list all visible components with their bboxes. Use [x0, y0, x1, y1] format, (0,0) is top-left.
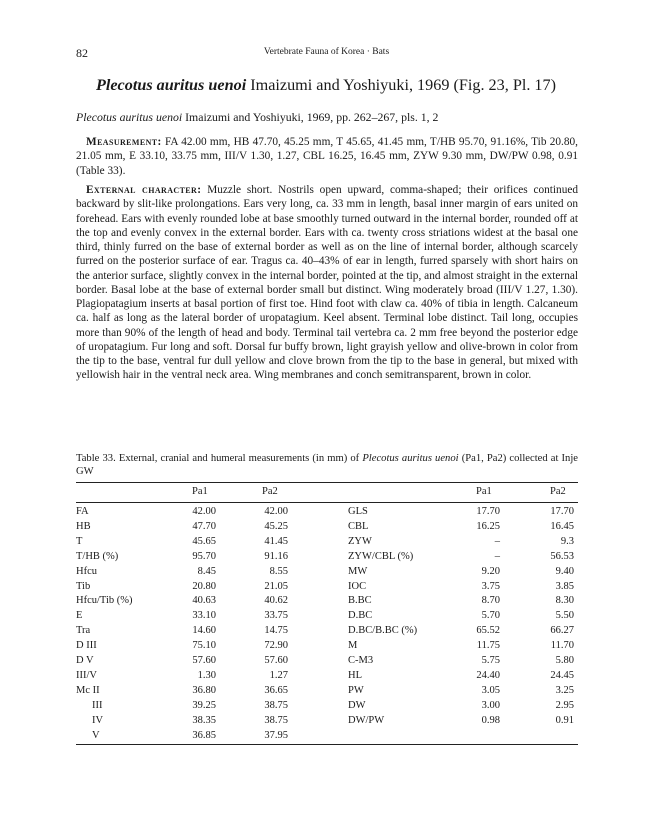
pa1-value: 45.65 — [192, 535, 216, 547]
row-label-right: IOC — [348, 580, 367, 592]
pa2-value: 45.25 — [264, 520, 288, 532]
pa2-value: 40.62 — [264, 595, 288, 607]
pa2-value-right: 16.45 — [550, 520, 574, 532]
pa2-value: 36.65 — [264, 684, 288, 696]
pa1-value-right: 24.40 — [476, 669, 500, 681]
row-label: III/V — [76, 669, 97, 681]
table-row — [76, 714, 578, 728]
row-label-right: MW — [348, 565, 368, 577]
pa2-value-right: 56.53 — [550, 550, 574, 562]
pa1-value-right: – — [494, 535, 500, 547]
row-label: Hfcu/Tib (%) — [76, 595, 133, 607]
pa2-value-right: 24.45 — [550, 669, 574, 681]
table-row — [76, 699, 578, 713]
measurement-paragraph — [76, 135, 578, 178]
table-row — [76, 580, 578, 594]
pa1-value: 95.70 — [192, 550, 216, 562]
row-label: HB — [76, 520, 91, 532]
table-caption: Table 33. External, cranial and humeral measurements (in mm) of Plecotus auritus uenoi (Pa1, Pa2) collected at Inje GW — [76, 453, 578, 478]
pa2-value: 38.75 — [264, 699, 288, 711]
pa1-value: 14.60 — [192, 625, 216, 637]
pa1-value-right: 11.75 — [476, 640, 500, 652]
pa2-value: 41.45 — [264, 535, 288, 547]
pa1-value: 40.63 — [192, 595, 216, 607]
synonym-reference: Imaizumi and Yoshiyuki, 1969, pp. 262–267, pls. 1, 2 — [182, 110, 439, 124]
pa1-value: 57.60 — [192, 655, 216, 666]
pa1-value-right: 5.75 — [481, 655, 500, 666]
pa1-value: 20.80 — [192, 580, 216, 592]
pa1-value: 33.10 — [192, 610, 216, 622]
pa2-value-right: 3.25 — [555, 684, 574, 696]
pa2-value-right: 3.85 — [555, 580, 574, 592]
species-name: Plecotus auritus uenoi — [95, 76, 247, 94]
column-header-pa2: Pa2 — [262, 486, 278, 497]
table-row — [76, 565, 578, 579]
caption-species: Plecotus auritus uenoi — [362, 453, 459, 464]
row-label-right: HL — [348, 669, 362, 681]
running-title: Vertebrate Fauna of Korea · Bats — [263, 47, 390, 57]
row-label: D V — [76, 655, 94, 666]
row-label: T — [76, 535, 83, 547]
column-header-pa1-right: Pa1 — [476, 486, 492, 497]
row-label: Tra — [76, 625, 91, 637]
table-row — [76, 505, 578, 519]
row-label-right: PW — [348, 684, 364, 696]
pa1-value-right: 17.70 — [476, 506, 500, 517]
row-label: E — [76, 610, 83, 622]
pa2-value-right: 9.40 — [555, 565, 574, 577]
row-label-right: D.BC — [348, 610, 373, 622]
table-header-rule — [76, 502, 578, 503]
table-row — [76, 609, 578, 623]
pa1-value-right: 65.52 — [476, 625, 500, 637]
pa1-value: 47.70 — [192, 520, 216, 532]
pa1-value-right: 5.70 — [481, 610, 500, 622]
measurement-label: Measurement: — [86, 136, 162, 148]
pa2-value: 42.00 — [264, 506, 288, 517]
column-header-pa1: Pa1 — [192, 486, 208, 497]
pa2-value-right: 8.30 — [555, 595, 574, 607]
pa2-value-right: 0.91 — [555, 714, 574, 726]
table-top-rule — [76, 482, 578, 483]
row-label-right: DW/PW — [348, 714, 385, 726]
row-label-right: M — [348, 640, 358, 652]
table-row — [76, 550, 578, 564]
table-row — [76, 654, 578, 668]
pa1-value-right: – — [494, 550, 500, 562]
synonym-citation — [76, 110, 438, 125]
external-character-text: Muzzle short. Nostrils open upward, comma-shaped; their orifices continued backward by slit-like prolongations. Ears very long, ca. 33 mm in length, basal inner margin of ears united on forehead. Ears with evenly rounded lobe at base smoothly turned outward in the internal border, rounded off at the top and evenly convex in the external border. Ears with ca. twenty cross striations widest at the basal one third, thinly furred on the base of external border as well as on the line of internal border, although scarcely furred on the posterior surface of ear. Tragus ca. 40–43% of ear in length, furred sparsely with short hairs on the anterior surface, slightly convex in the internal border, pointed at the tip, and almost straight in the external border. Basal lobe at the base of external border small but distinct. Wing moderately broad (III/V 1.27, 1.30). Plagiopatagium inserts at basal portion of first toe. Hind foot with claw ca. 40% of tibia in length. Calcaneum ca. half as long as the lateral border of uropatagium. Keel absent. Terminal lobe distinct. Tail long, occupies more than 90% of the length of head and body. Terminal tail vertebra ca. 2 mm free beyond the posterior edge of uropatagium. Fur long and soft. Dorsal fur buffy brown, light grayish yellow and olive-brown in color from the tip to the base, ventral fur dull yellow and clove brown from the tip to the base in general, but mixed with yellowish hair in the ventral neck area. Wing membranes and conch semitransparent, brown in color. — [76, 184, 579, 382]
pa2-value-right: 5.80 — [555, 655, 574, 666]
pa1-value-right: 3.05 — [481, 684, 500, 696]
table-row — [76, 639, 578, 653]
row-label-right: DW — [348, 699, 366, 711]
pa2-value: 33.75 — [264, 610, 288, 622]
pa2-value-right: 11.70 — [550, 640, 574, 652]
row-label-right: ZYW/CBL (%) — [348, 550, 414, 562]
pa1-value: 42.00 — [192, 506, 216, 517]
pa2-value-right: 17.70 — [550, 506, 574, 517]
external-character-label: External character: — [86, 184, 202, 196]
page-number: 82 — [76, 46, 88, 60]
table-row — [76, 520, 578, 534]
pa1-value: 39.25 — [192, 699, 216, 711]
pa2-value: 14.75 — [264, 625, 288, 637]
pa1-value-right: 3.75 — [481, 580, 500, 592]
table-row — [76, 669, 578, 683]
row-label: T/HB (%) — [76, 550, 119, 562]
pa1-value: 36.85 — [192, 729, 216, 741]
pa2-value: 72.90 — [264, 640, 288, 652]
row-label: D III — [76, 640, 97, 652]
pa2-value: 91.16 — [264, 550, 288, 562]
pa1-value-right: 16.25 — [476, 520, 500, 532]
measurement-text: FA 42.00 mm, HB 47.70, 45.25 mm, T 45.65, 41.45 mm, T/HB 95.70, 91.16%, Tib 20.80, 21.05 mm, E 33.10, 33.75 mm, III/V 1.30, 1.27, CBL 16.25, 16.45 mm, ZYW 9.30 mm, DW/PW 0.98, 0.91 (Table 33). — [76, 136, 578, 177]
row-label: IV — [92, 714, 104, 726]
synonym-name: Plecotus auritus uenoi — [76, 110, 183, 124]
pa2-value: 38.75 — [264, 714, 288, 726]
column-header-pa2-right: Pa2 — [550, 486, 566, 497]
row-label: FA — [76, 506, 89, 517]
table-bottom-rule — [76, 744, 578, 745]
row-label-right: ZYW — [348, 535, 372, 547]
pa1-value: 8.45 — [197, 565, 216, 577]
table-row — [76, 624, 578, 638]
table-row — [76, 729, 578, 743]
pa1-value-right: 3.00 — [481, 699, 500, 711]
pa1-value-right: 9.20 — [481, 565, 500, 577]
pa2-value-right: 9.3 — [560, 535, 574, 547]
table-row — [76, 684, 578, 698]
row-label-right: B.BC — [348, 595, 372, 607]
row-label-right: D.BC/B.BC (%) — [348, 625, 418, 637]
table-row — [76, 594, 578, 608]
page-header — [76, 46, 577, 60]
row-label: Mc II — [76, 684, 100, 696]
pa2-value: 21.05 — [264, 580, 288, 592]
row-label: III — [92, 699, 103, 711]
row-label-right: CBL — [348, 520, 369, 532]
pa1-value: 38.35 — [192, 714, 216, 726]
pa1-value: 36.80 — [192, 684, 216, 696]
pa1-value: 75.10 — [192, 640, 216, 652]
pa2-value: 1.27 — [269, 669, 288, 681]
pa1-value-right: 0.98 — [481, 714, 500, 726]
pa2-value: 37.95 — [264, 729, 288, 741]
species-authority: Imaizumi and Yoshiyuki, 1969 (Fig. 23, Pl. 17) — [246, 76, 557, 94]
row-label: V — [92, 729, 100, 741]
pa2-value-right: 2.95 — [555, 699, 574, 711]
row-label: Hfcu — [76, 565, 97, 577]
species-title — [60, 76, 592, 95]
row-label-right: C-M3 — [348, 655, 374, 666]
table-row — [76, 535, 578, 549]
row-label-right: GLS — [348, 506, 368, 517]
pa2-value-right: 66.27 — [550, 625, 574, 637]
pa1-value: 1.30 — [197, 669, 216, 681]
row-label: Tib — [76, 580, 91, 592]
pa2-value: 8.55 — [269, 565, 288, 577]
pa2-value-right: 5.50 — [555, 610, 574, 622]
pa2-value: 57.60 — [264, 655, 288, 666]
pa1-value-right: 8.70 — [481, 595, 500, 607]
external-character-paragraph — [76, 183, 578, 383]
